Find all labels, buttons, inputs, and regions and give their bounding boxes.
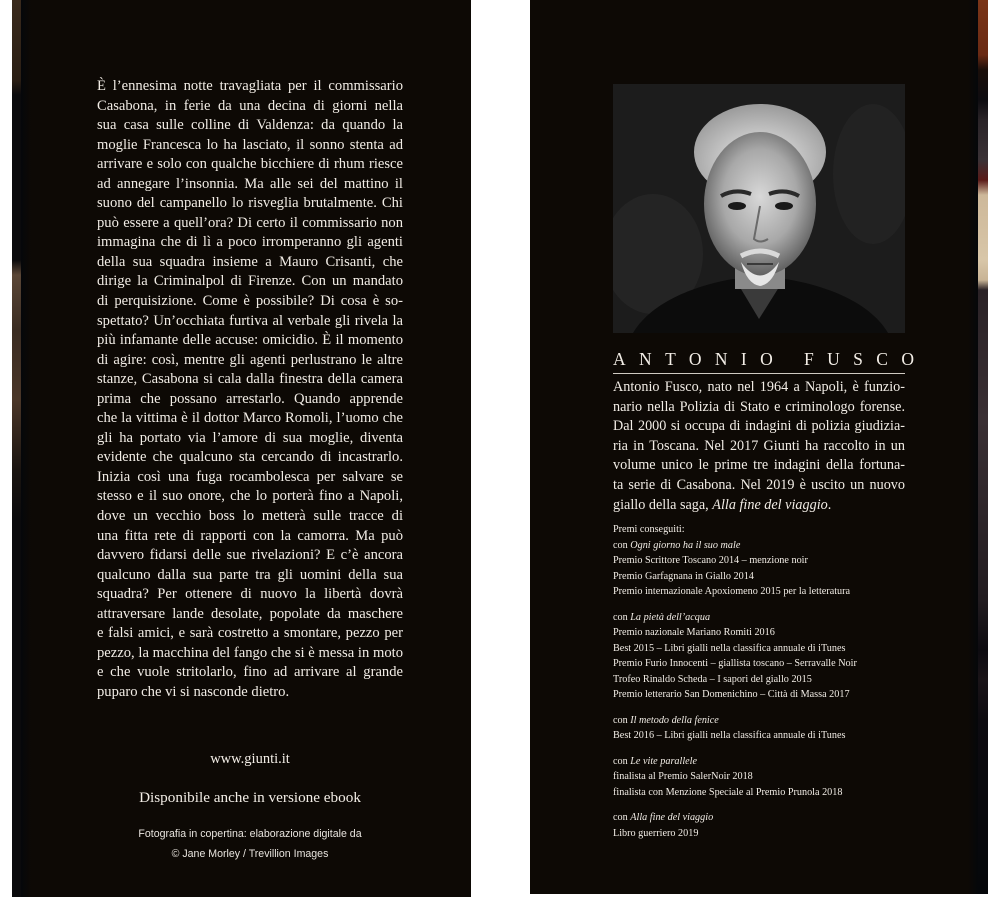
book-title: La pietà dell’acqua (630, 611, 711, 623)
synopsis-line: ad annegare l’insonnia. Ma alle sei del mattino il (97, 175, 403, 192)
bio-text: . (827, 496, 832, 513)
award-item: finalista con Menzione Speciale al Premio Prunola 2018 (613, 786, 843, 798)
synopsis-line: moglie Francesca lo ha lasciato, il sonno stenta ad (97, 136, 403, 153)
book-title: Ogni giorno ha il suo male (630, 539, 741, 551)
award-item: Best 2016 – Libri gialli nella classifica annuale di iTunes (613, 730, 846, 741)
book-title: Le vite parallele (630, 755, 698, 767)
publisher-website: www.giunti.it (210, 751, 290, 767)
award-book-prefix: con (613, 611, 631, 623)
synopsis-line: suono del campanello lo risveglia brutalmente. Chi (97, 195, 403, 212)
credit-line: © Jane Morley / Trevillion Images (171, 848, 329, 860)
awards-group (613, 713, 913, 744)
synopsis-line: spettato? Un’occhiata furtiva al verbale gli rivela la (97, 312, 403, 329)
cover-art-edge (978, 0, 988, 894)
synopsis-line: e falsi amici, e sarà costretto a smontare, pezzo per (97, 625, 403, 642)
fold-shadow (968, 0, 978, 894)
synopsis-line: può essere a quell’ora? Di certo il commissario non (97, 214, 403, 231)
cover-art-edge (12, 0, 21, 897)
author-name-heading: ANTONIO FUSCO (613, 349, 928, 369)
bio-text: giallo della saga, (613, 496, 713, 513)
bio-line: nario nella Polizia di Stato e criminologo forense. (613, 398, 905, 415)
synopsis-line: sua casa sulle colline di Valdenza: da quando la (97, 117, 403, 134)
award-item: Premio Furio Innocenti – giallista toscano – Serravalle Noir (613, 658, 857, 669)
synopsis-line: qualcuno dalla sua parte tra gli uomini della sua (97, 566, 403, 583)
award-item: Premio nazionale Mariano Romiti 2016 (613, 627, 775, 638)
bio-line (613, 496, 905, 516)
awards-list (613, 522, 913, 841)
synopsis-line: che la vittima è il dottor Marco Romoli, l’uomo che (97, 410, 403, 427)
synopsis-text (97, 77, 403, 703)
award-book-line (613, 810, 913, 826)
fold-shadow (21, 0, 31, 897)
synopsis-line: puparo che vi si nasconde dietro. (97, 683, 290, 700)
awards-group (613, 810, 913, 841)
book-title: Alla fine del viaggio (630, 812, 714, 823)
synopsis-line: di perquisizione. Come è possibile? Di cosa è so- (97, 293, 403, 310)
synopsis-line: pezzo, la macchina del fango che si è messa in moto (97, 644, 403, 661)
synopsis-line: della sua squadra insieme a Mauro Crisanti, che (97, 253, 403, 270)
synopsis-line: e che vuole stritolarlo, fino ad arrivare al grande (97, 664, 403, 681)
bio-line: volume unico le prime tre indagini della fortuna- (613, 457, 905, 474)
synopsis-line: Inizia così una fuga rocambolesca per salvare se (97, 468, 403, 485)
bio-line: ta serie di Casabona. Nel 2019 è uscito un nuovo (613, 476, 905, 493)
bio-line: ria in Toscana. Nel 2017 Giunti ha raccolto in un (613, 437, 905, 454)
synopsis-line: Casabona, in ferie da una decina di giorni nella (97, 97, 403, 114)
synopsis-line: gli ha portato via l’amore di sua moglie, diventa (97, 429, 403, 446)
synopsis-line: dirige la Criminalpol di Firenze. Con un mandato (97, 273, 403, 290)
award-item: Premio internazionale Apoxiomeno 2015 per la letteratura (613, 586, 851, 597)
award-book-line (613, 754, 913, 770)
award-book-prefix: con (613, 539, 631, 551)
book-title: Alla fine del viaggio (712, 496, 828, 513)
award-item: Libro guerriero 2019 (613, 827, 699, 839)
synopsis-line: davvero fidarsi delle sue rivelazioni? E c’è ancora (97, 547, 403, 564)
synopsis-line: una fitta rete di rapporti con la camorra. Ma può (97, 527, 403, 544)
synopsis-line: più infamante delle accuse: omicidio. È il momento (97, 332, 403, 349)
awards-group (613, 610, 913, 703)
synopsis-line: di agire: così, mentre gli agenti perlustrano le altre (97, 351, 403, 368)
cover-photo-credit (82, 824, 418, 864)
author-portrait-image (613, 84, 905, 333)
author-photo (613, 84, 905, 333)
award-book-prefix: con (613, 755, 631, 767)
synopsis-line: dove un vecchio boss lo metterà sulle tracce di (97, 508, 403, 525)
award-item: finalista al Premio SalerNoir 2018 (613, 771, 753, 782)
right-flap (530, 0, 988, 894)
award-book-line (613, 538, 913, 554)
bio-line: Dal 2000 si occupa di indagini di polizia giudizia- (613, 418, 905, 435)
book-title: Il metodo della fenice (630, 714, 719, 726)
divider-rule (613, 373, 905, 374)
synopsis-line: stesso e il suo onore, che lo porterà fino a Napoli, (97, 488, 403, 505)
awards-heading: Premi conseguiti: (613, 524, 685, 535)
synopsis-line: prima che possano arrestarlo. Quando apprende (97, 390, 403, 407)
synopsis-line: immagina che di lì a poco irromperanno gli agenti (97, 234, 403, 251)
award-book-line (613, 610, 913, 626)
award-item: Premio Scrittore Toscano 2014 – menzione noir (613, 555, 808, 566)
award-book-line (613, 713, 913, 729)
awards-group (613, 754, 913, 801)
award-book-prefix: con (613, 714, 631, 726)
synopsis-line: evidente che qualcuno sta cercando di incastrarlo. (97, 449, 403, 466)
author-bio (613, 378, 905, 515)
left-flap (12, 0, 471, 897)
credit-line: Fotografia in copertina: elaborazione digitale da (138, 828, 362, 840)
ebook-availability-note: Disponibile anche in versione ebook (139, 789, 361, 806)
award-item: Premio Garfagnana in Giallo 2014 (613, 570, 754, 582)
bio-line: Antonio Fusco, nato nel 1964 a Napoli, è funzio- (613, 379, 905, 395)
synopsis-line: stanze, Casabona si cala dalla finestra della camera (97, 371, 403, 388)
awards-group (613, 522, 913, 600)
synopsis-line: attraversare lande desolate, popolate da maschere (97, 605, 403, 622)
award-book-prefix: con (613, 812, 631, 823)
synopsis-line: È l’ennesima notte travagliata per il commissario (97, 78, 403, 94)
award-item: Trofeo Rinaldo Scheda – I sapori del giallo 2015 (613, 673, 812, 685)
award-item: Premio letterario San Domenichino – Città di Massa 2017 (613, 689, 850, 700)
award-item: Best 2015 – Libri gialli nella classifica annuale di iTunes (613, 642, 846, 654)
synopsis-line: squadra? Per ottenere di nuovo la libertà dovrà (97, 586, 403, 603)
synopsis-line: arrivare e solo con qualche bicchiere di rhum riesce (97, 156, 403, 173)
